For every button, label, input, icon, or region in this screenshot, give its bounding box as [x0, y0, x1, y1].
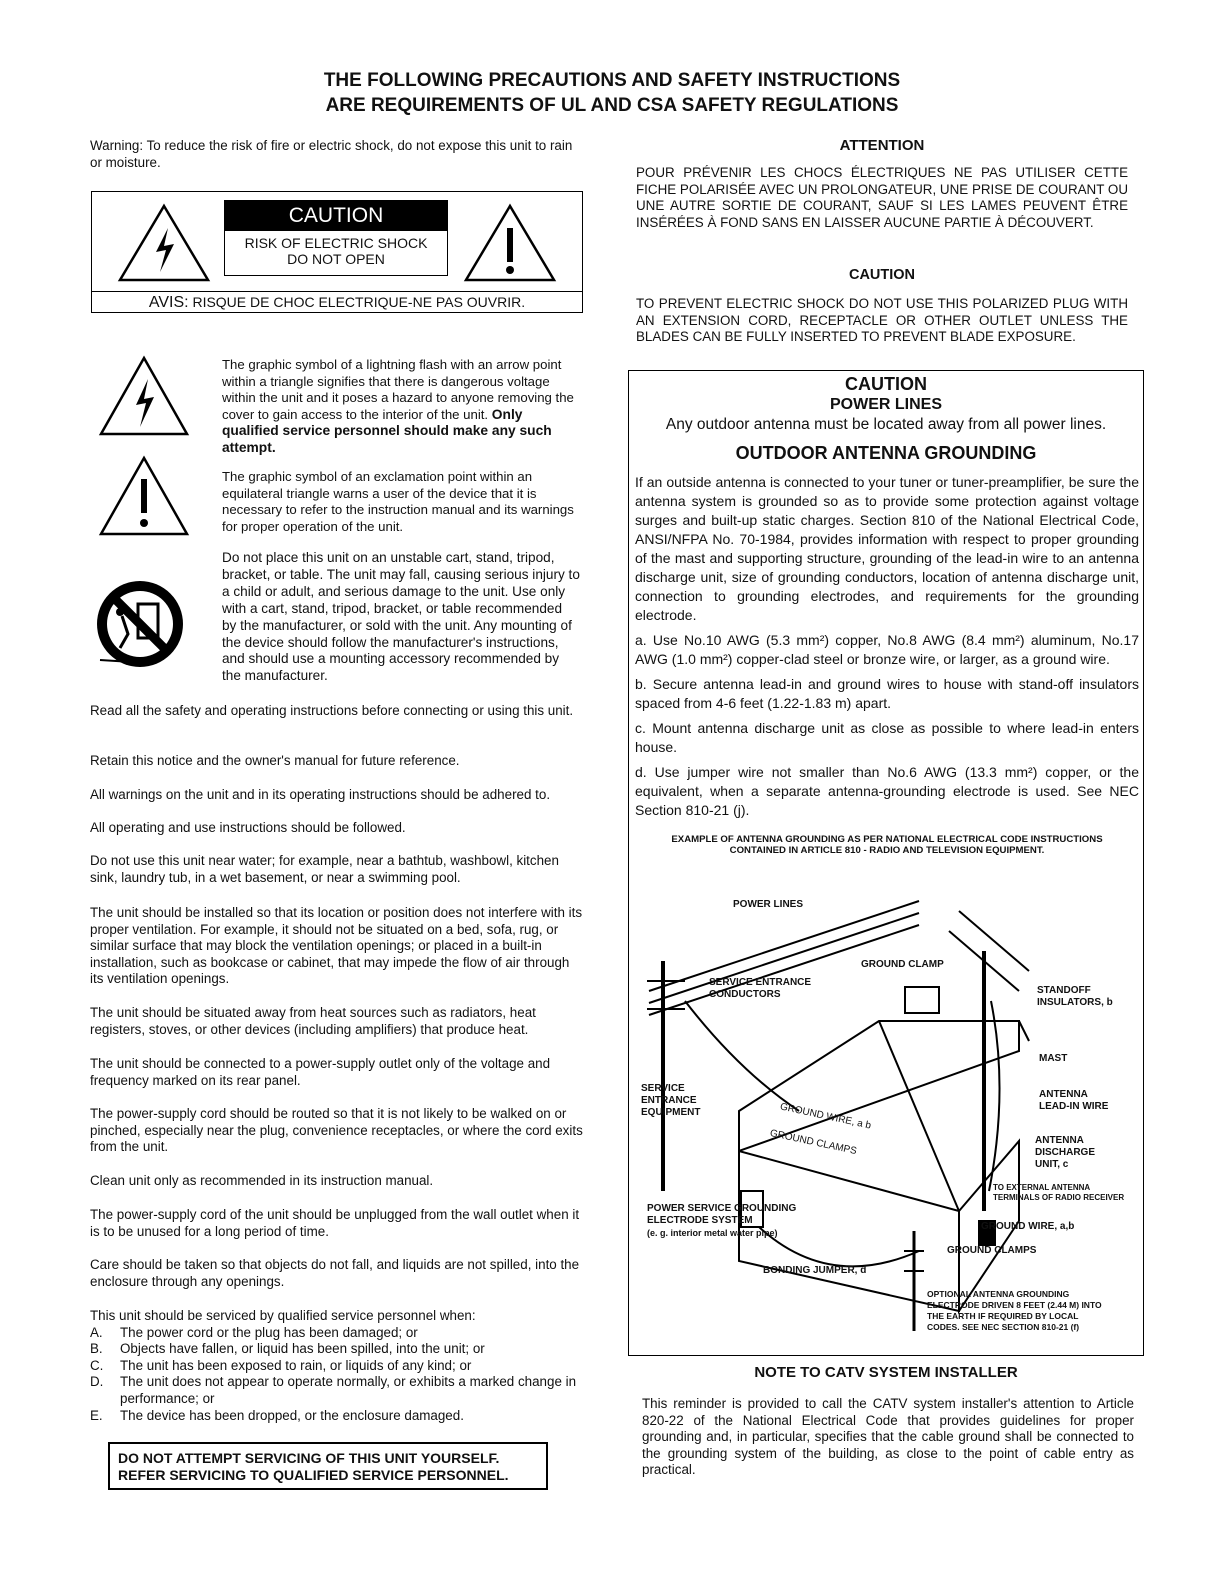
label-ground-wire-ab: GROUND WIRE, a b	[778, 1101, 873, 1132]
example-line-1: EXAMPLE OF ANTENNA GROUNDING AS PER NATIONAL ELECTRICAL CODE INSTRUCTIONS	[671, 834, 1103, 845]
label-line: DISCHARGE	[1035, 1147, 1096, 1158]
label-ground-clamps: GROUND CLAMPS	[768, 1127, 858, 1158]
list-item	[90, 1358, 584, 1375]
lightning-description	[222, 357, 580, 457]
avis-prefix: AVIS:	[148, 294, 189, 311]
caution-label: CAUTION	[225, 201, 447, 231]
box-caution-title: CAUTION	[845, 374, 927, 394]
cart-description: Do not place this unit on an unstable cart, stand, tripod, bracket, or table. The unit may fall, causing serious injury to a child or adult, and serious damage to the unit. Use only with a cart, stand, tripod, bracket, or table recommended by the manufacturer, or sold with the unit. Any mounting of the device should follow the manufacturer's instructions, and should use a mounting accessory recommended by the manufacturer.	[222, 550, 580, 684]
attention-title: ATTENTION	[839, 137, 925, 154]
service-list	[90, 1308, 584, 1424]
label-standoff	[1037, 985, 1113, 1009]
label-line: SERVICE ENTRANCE	[709, 977, 812, 988]
label-line: (e. g. interior metal water pipe)	[647, 1228, 778, 1238]
label-line: ANTENNA	[1039, 1089, 1088, 1100]
caution-text: TO PREVENT ELECTRIC SHOCK DO NOT USE THIS POLARIZED PLUG WITH AN EXTENSION CORD, RECEPTACLE OR OTHER OUTLET UNLESS THE BLADES CAN BE FULLY INSERTED TO PREVENT BLADE EXPOSURE.	[636, 296, 1128, 345]
list-key: A.	[90, 1324, 103, 1340]
caution-label-box	[91, 191, 583, 313]
list-text: The device has been dropped, or the enclosure damaged.	[120, 1407, 464, 1423]
cart-warning-icon	[92, 578, 188, 674]
paragraph-read-instructions: Read all the safety and operating instructions before connecting or using this unit.	[90, 703, 574, 718]
label-line: THE EARTH IF REQUIRED BY LOCAL	[927, 1311, 1079, 1321]
label-line: CODES. SEE NEC SECTION 810-21 (f)	[927, 1322, 1080, 1332]
risk-line-2: DO NOT OPEN	[287, 251, 385, 267]
label-line: UNIT, c	[1035, 1159, 1069, 1170]
risk-line-1: RISK OF ELECTRIC SHOCK	[244, 235, 428, 251]
list-text: Objects have fallen, or liquid has been spilled, into the unit; or	[120, 1341, 485, 1357]
avis-line	[92, 291, 582, 312]
service-box-line-2: REFER SERVICING TO QUALIFIED SERVICE PERSONNEL.	[118, 1467, 509, 1483]
list-item	[90, 1325, 584, 1342]
paragraph-clean: Clean unit only as recommended in its instruction manual.	[90, 1173, 434, 1188]
exclamation-warning-icon	[462, 202, 558, 284]
paragraph-water: Do not use this unit near water; for example, near a bathtub, washbowl, kitchen sink, laundry tub, in a wet basement, or near a swimming pool.	[90, 853, 559, 885]
label-ground-clamps-right: GROUND CLAMPS	[947, 1245, 1037, 1256]
catv-text: This reminder is provided to call the CATV system installer's attention to Article 820-22 of the National Electrical Code that provides guidelines for proper grounding and, in particular, specifies that the cable ground shall be connected to the grounding system of the building, as close to the point of cable entry as practical.	[642, 1396, 1134, 1478]
antenna-grounding-box	[628, 370, 1144, 1356]
lightning-text: The graphic symbol of a lightning flash with an arrow point within a triangle signifies that there is dangerous voltage within the unit and it poses a hazard to anyone removing the cover to gain access to the interior of the unit.	[222, 357, 574, 422]
power-lines-text: Any outdoor antenna must be located away from all power lines.	[665, 416, 1107, 433]
caution-center-panel	[224, 200, 448, 276]
paragraph-cord-routing: The power-supply cord should be routed so that it is not likely to be walked on or pinched, especially near the plug, convenience receptacles, or where the cord exits from the unit.	[90, 1106, 583, 1155]
paragraph-warnings: All warnings on the unit and in its operating instructions should be adhered to.	[90, 787, 551, 802]
list-key: C.	[90, 1357, 104, 1373]
list-key: D.	[90, 1374, 104, 1390]
label-line: POWER SERVICE GROUNDING	[647, 1203, 797, 1214]
lightning-symbol-icon	[98, 355, 190, 437]
exclamation-symbol-icon	[98, 455, 190, 537]
label-line: ELECTRODE DRIVEN 8 FEET (2.44 M) INTO	[927, 1300, 1102, 1310]
service-box-line-1: DO NOT ATTEMPT SERVICING OF THIS UNIT YOURSELF.	[118, 1450, 500, 1466]
paragraph-heat: The unit should be situated away from heat sources such as radiators, heat registers, stoves, or other devices (including amplifiers) that produce heat.	[90, 1005, 536, 1037]
label-line: TO EXTERNAL ANTENNA	[993, 1183, 1091, 1192]
caution-title: CAUTION	[848, 267, 916, 283]
label-line: STANDOFF	[1037, 985, 1091, 996]
label-service-equipment	[641, 1083, 700, 1119]
paragraph-retain-notice: Retain this notice and the owner's manual for future reference.	[90, 753, 460, 768]
label-power-service	[647, 1203, 796, 1239]
list-key: B.	[90, 1341, 103, 1357]
label-line: OPTIONAL ANTENNA GROUNDING	[927, 1289, 1070, 1299]
label-antenna-leadin	[1039, 1089, 1108, 1113]
list-text: The unit has been exposed to rain, or liquids of any kind; or	[120, 1357, 472, 1373]
label-line: ENTRANCE	[641, 1095, 697, 1106]
item-c: c. Mount antenna discharge unit as close as possible to where lead-in enters house.	[635, 720, 1139, 755]
list-item	[90, 1374, 584, 1407]
grounding-title: OUTDOOR ANTENNA GROUNDING	[735, 443, 1037, 463]
label-line: LEAD-IN WIRE	[1039, 1101, 1109, 1112]
page-title	[0, 68, 1224, 118]
label-optional-electrode	[927, 1289, 1102, 1333]
label-line: ELECTRODE SYSTEM	[647, 1215, 753, 1226]
attention-text: POUR PRÉVENIR LES CHOCS ÉLECTRIQUES NE PAS UTILISER CETTE FICHE POLARISÉE AVEC UN PROLONGATEUR, UNE PRISE DE COURANT OU UNE AUTRE SORTIE DE COURANT, SAUF SI LES LAMES PEUVENT ÊTRE INSÉRÉES À FOND SANS EN LAISSER AUCUNE PARTIE À DÉCOUVERT.	[636, 165, 1128, 230]
paragraph-ventilation: The unit should be installed so that its location or position does not interfere with its proper ventilation. For example, it should not be situated on a bed, sofa, rug, or similar surface that may block the ventilation openings; or placed in a built-in installation, such as bookcase or cabinet, that may impede the flow of air through its ventilation openings.	[90, 905, 583, 987]
lightning-warning-icon	[116, 202, 212, 284]
list-text: The power cord or the plug has been damaged; or	[120, 1324, 418, 1340]
label-to-external	[993, 1183, 1124, 1203]
label-mast: MAST	[1039, 1053, 1068, 1064]
grounding-text: If an outside antenna is connected to your tuner or tuner-preamplifier, be sure the antenna system is grounded so as to provide some protection against voltage surges and built-up static charges. Section 810 of the National Electrical Code, ANSI/NFPA No. 70-1984, provides information with respect to proper grounding of the mast and supporting structure, grounding of the lead-in wire to an antenna discharge unit, size of grounding conductors, location of antenna discharge unit, connection to grounding electrodes, and requirements for the grounding electrode.	[635, 474, 1139, 623]
power-lines-title: POWER LINES	[829, 396, 942, 413]
paragraph-power-outlet: The unit should be connected to a power-supply outlet only of the voltage and frequency marked on its rear panel.	[90, 1056, 551, 1088]
paragraph-follow-instructions: All operating and use instructions should be followed.	[90, 820, 406, 835]
label-line: TERMINALS OF RADIO RECEIVER	[993, 1193, 1125, 1202]
label-line: CONDUCTORS	[709, 989, 781, 1000]
title-line-2: ARE REQUIREMENTS OF UL AND CSA SAFETY REGULATIONS	[325, 95, 899, 116]
label-bonding-jumper: BONDING JUMPER, d	[763, 1265, 867, 1276]
list-key: E.	[90, 1407, 103, 1423]
label-service-conductors	[709, 977, 811, 1001]
label-ground-clamp: GROUND CLAMP	[861, 959, 944, 970]
warning-text: Warning: To reduce the risk of fire or electric shock, do not expose this unit to rain or moisture.	[90, 138, 573, 170]
lightning-bold-text: Only qualified service personnel should make any such attempt.	[222, 406, 552, 455]
exclamation-description: The graphic symbol of an exclamation point within an equilateral triangle warns a user of the device that it is necessary to refer to the instruction manual and its warnings for proper operation of the unit.	[222, 469, 574, 534]
list-item	[90, 1408, 584, 1425]
title-line-1: THE FOLLOWING PRECAUTIONS AND SAFETY INSTRUCTIONS	[323, 70, 901, 91]
label-power-lines: POWER LINES	[733, 899, 804, 910]
label-line: ANTENNA	[1035, 1135, 1084, 1146]
list-text: The unit does not appear to operate normally, or exhibits a marked change in performance; or	[120, 1374, 577, 1406]
label-line: INSULATORS, b	[1037, 997, 1113, 1008]
paragraph-unplug: The power-supply cord of the unit should be unplugged from the wall outlet when it is to be unused for a long period of time.	[90, 1207, 580, 1239]
list-item	[90, 1341, 584, 1358]
label-ground-wire-right: GROUND WIRE, a,b	[981, 1221, 1075, 1232]
do-not-service-box	[108, 1442, 548, 1490]
catv-title: NOTE TO CATV SYSTEM INSTALLER	[754, 1364, 1018, 1381]
label-line: SERVICE	[641, 1083, 685, 1094]
label-discharge-unit	[1035, 1135, 1095, 1171]
example-line-2: CONTAINED IN ARTICLE 810 - RADIO AND TELEVISION EQUIPMENT.	[729, 845, 1045, 856]
item-a: a. Use No.10 AWG (5.3 mm²) copper, No.8 AWG (8.4 mm²) aluminum, No.17 AWG (1.0 mm²) copper-clad steel or bronze wire, or larger, as a ground wire.	[635, 632, 1139, 667]
service-intro: This unit should be serviced by qualified service personnel when:	[90, 1308, 476, 1323]
example-caption	[635, 834, 1139, 856]
paragraph-objects: Care should be taken so that objects do not fall, and liquids are not spilled, into the enclosure through any openings.	[90, 1257, 580, 1289]
avis-text: RISQUE DE CHOC ELECTRIQUE-NE PAS OUVRIR.	[192, 294, 526, 310]
antenna-grounding-diagram	[629, 891, 1142, 1353]
item-b: b. Secure antenna lead-in and ground wires to house with stand-off insulators spaced from 4-6 feet (1.22-1.83 m) apart.	[635, 676, 1139, 711]
item-d: d. Use jumper wire not smaller than No.6 AWG (13.3 mm²) copper, or the equivalent, when a separate antenna-grounding electrode is used. See NEC Section 810-21 (j).	[635, 764, 1139, 818]
label-line: EQUIPMENT	[641, 1107, 701, 1118]
